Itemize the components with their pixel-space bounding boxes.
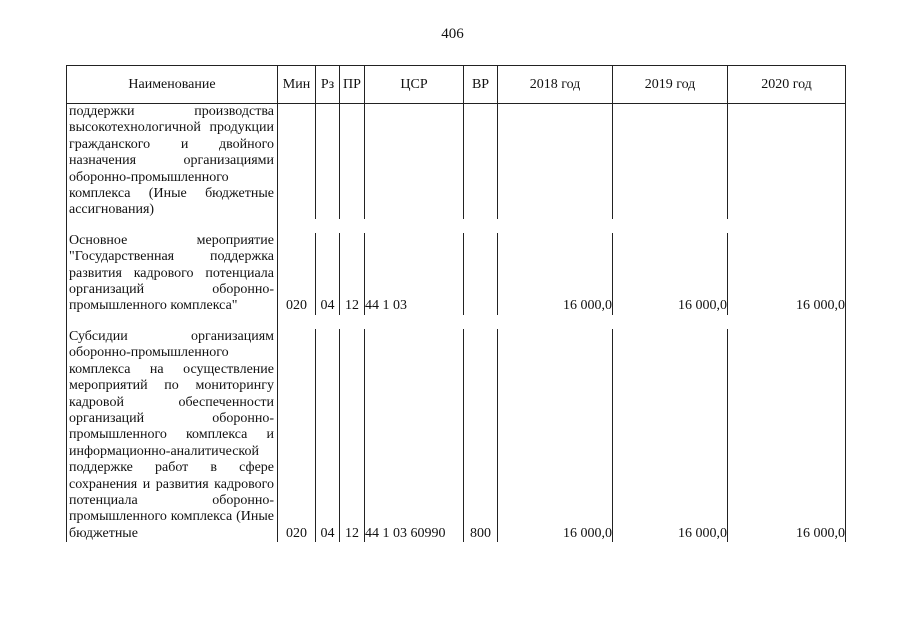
row-vr [464, 104, 498, 219]
row-pr: 12 [340, 329, 365, 542]
row-2019: 16 000,0 [613, 329, 728, 542]
header-name: Наименование [67, 66, 278, 104]
row-csr [365, 104, 464, 219]
table-row [67, 104, 846, 219]
table-row [67, 233, 846, 315]
row-csr: 44 1 03 60990 [365, 329, 464, 542]
row-rz: 04 [316, 329, 340, 542]
row-vr: 800 [464, 329, 498, 542]
row-vr [464, 233, 498, 315]
header-min: Мин [278, 66, 316, 104]
row-csr: 44 1 03 [365, 233, 464, 315]
row-name: Основное мероприятие "Государственная поддержка развития кадрового потенциала организаций оборонно-промышленного комплекса" [67, 233, 278, 315]
header-vr: ВР [464, 66, 498, 104]
row-2020: 16 000,0 [728, 329, 846, 542]
header-csr: ЦСР [365, 66, 464, 104]
row-min [278, 104, 316, 219]
header-2020: 2020 год [728, 66, 846, 104]
table-row [67, 329, 846, 542]
row-rz [316, 104, 340, 219]
page-number: 406 [441, 26, 464, 42]
row-min: 020 [278, 233, 316, 315]
row-name: Субсидии организациям оборонно-промышленного комплекса на осуществление мероприятий по мониторингу кадровой обеспеченности организаций оборонно-промышленного комплекса и информационно-аналитической поддержке работ в сфере сохранения и развития кадрового потенциала оборонно-промышленного комплекса (Иные бюджетные [67, 329, 278, 542]
header-rz: Рз [316, 66, 340, 104]
row-2020 [728, 104, 846, 219]
row-2020: 16 000,0 [728, 233, 846, 315]
table-header-row [67, 66, 846, 104]
row-2019 [613, 104, 728, 219]
row-2019: 16 000,0 [613, 233, 728, 315]
header-pr: ПР [340, 66, 365, 104]
row-2018 [498, 104, 613, 219]
row-pr: 12 [340, 233, 365, 315]
row-2018: 16 000,0 [498, 233, 613, 315]
budget-table [66, 65, 846, 542]
header-2018: 2018 год [498, 66, 613, 104]
header-2019: 2019 год [613, 66, 728, 104]
row-pr [340, 104, 365, 219]
row-min: 020 [278, 329, 316, 542]
row-name: поддержки производства высокотехнологичной продукции гражданского и двойного назначения организациями оборонно-промышленного комплекса (Иные бюджетные ассигнования) [67, 104, 278, 219]
row-rz: 04 [316, 233, 340, 315]
row-2018: 16 000,0 [498, 329, 613, 542]
